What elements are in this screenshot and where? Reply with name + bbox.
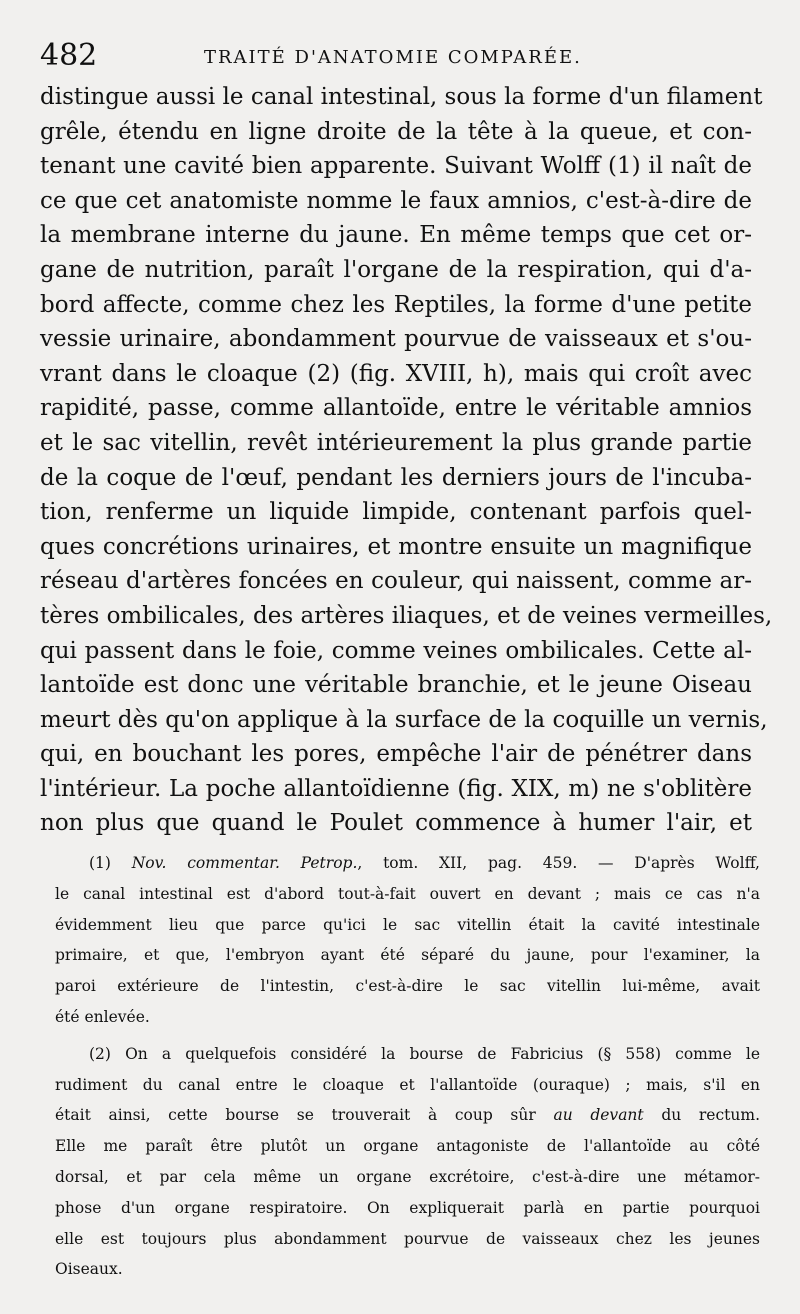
footnote-2-line: Oiseaux. [55,1260,123,1279]
footnote-1-line [55,848,760,879]
body-line: ce que cet anatomiste nomme le faux amnios, c'est-à-dire de [40,187,752,214]
footnote-1-line: paroi extérieure de l'intestin, c'est-à-dire le sac vitellin lui-même, avait [55,977,760,996]
page-number: 482 [40,38,98,73]
body-line: rapidité, passe, comme allantoïde, entre le véritable amnios [40,395,752,422]
body-line: non plus que quand le Poulet commence à humer l'air, et [40,810,752,837]
body-line: la membrane interne du jaune. En même temps que cet or- [40,222,752,249]
running-title: TRAITÉ D'ANATOMIE COMPARÉE. [204,47,582,68]
footnote-1-marker: (1) [89,854,111,872]
body-line: de la coque de l'œuf, pendant les derniers jours de l'incuba- [40,464,752,491]
footnote-1-text: , tom. XII, pag. 459. — D'après Wolff, [357,854,760,872]
body-line: gane de nutrition, paraît l'organe de la respiration, qui d'a- [40,256,752,283]
body-text [40,80,773,841]
body-line: vrant dans le cloaque (2) (fig. XVIII, h), mais qui croît avec [40,360,752,387]
body-line: tères ombilicales, des artères iliaques, et de veines vermeilles, [40,602,773,629]
footnote-2-line: dorsal, et par cela même un organe excrétoire, c'est-à-dire une métamor- [55,1167,760,1186]
body-line: l'intérieur. La poche allantoïdienne (fig. XIX, m) ne s'oblitère [40,775,752,802]
footnote-2-line [55,1100,760,1131]
body-line: lantoïde est donc une véritable branchie, et le jeune Oiseau [40,672,752,699]
body-line: tenant une cavité bien apparente. Suivant Wolff (1) il naît de [40,153,752,180]
body-line: grêle, étendu en ligne droite de la tête à la queue, et con- [40,118,752,145]
footnote-2-line: elle est toujours plus abondamment pourvue de vaisseaux chez les jeunes [55,1229,760,1248]
footnote-2-text: était ainsi, cette bourse se trouverait à coup sûr [55,1106,554,1125]
footnote-1-line: le canal intestinal est d'abord tout-à-fait ouvert en devant ; mais ce cas n'a [55,884,760,903]
footnote-2-line: phose d'un organe respiratoire. On expliquerait parlà en partie pourquoi [55,1198,760,1217]
body-line: tion, renferme un liquide limpide, contenant parfois quel- [40,499,752,526]
footnote-1-line: primaire, et que, l'embryon ayant été séparé du jaune, pour l'examiner, la [55,946,760,965]
footnote-1-line: été enlevée. [55,1007,150,1026]
page-header [40,38,752,74]
footnote-2-emphasis: au devant [553,1106,644,1125]
body-line: meurt dès qu'on applique à la surface de la coquille un vernis, [40,706,768,733]
body-line: qui, en bouchant les pores, empêche l'air de pénétrer dans [40,741,752,768]
footnote-2-text: On a quelquefois considéré la bourse de Fabricius (§ 558) comme le [110,1044,760,1063]
footnote-2-line [55,1039,760,1070]
footnote-2-text: du rectum. [643,1106,760,1125]
body-line: vessie urinaire, abondamment pourvue de vaisseaux et s'ou- [40,326,752,353]
footnote-2-line: Elle me paraît être plutôt un organe antagoniste de l'allantoïde au côté [55,1137,760,1156]
footnote-1-line: évidemment lieu que parce qu'ici le sac vitellin était la cavité intestinale [55,915,760,934]
footnote-2-marker: (2) [89,1044,111,1063]
body-line: et le sac vitellin, revêt intérieurement la plus grande partie [40,429,752,456]
body-line: qui passent dans le foie, comme veines ombilicales. Cette al- [40,637,752,664]
body-line: ques concrétions urinaires, et montre ensuite un magnifique [40,533,752,560]
footnote-1-citation: Nov. commentar. Petrop. [131,854,358,872]
footnote-2-line: rudiment du canal entre le cloaque et l'allantoïde (ouraque) ; mais, s'il en [55,1075,760,1094]
body-line: bord affecte, comme chez les Reptiles, la forme d'une petite [40,291,752,318]
footnotes [55,848,760,1285]
body-line: réseau d'artères foncées en couleur, qui naissent, comme ar- [40,568,752,595]
body-line: distingue aussi le canal intestinal, sous la forme d'un filament [40,84,763,110]
